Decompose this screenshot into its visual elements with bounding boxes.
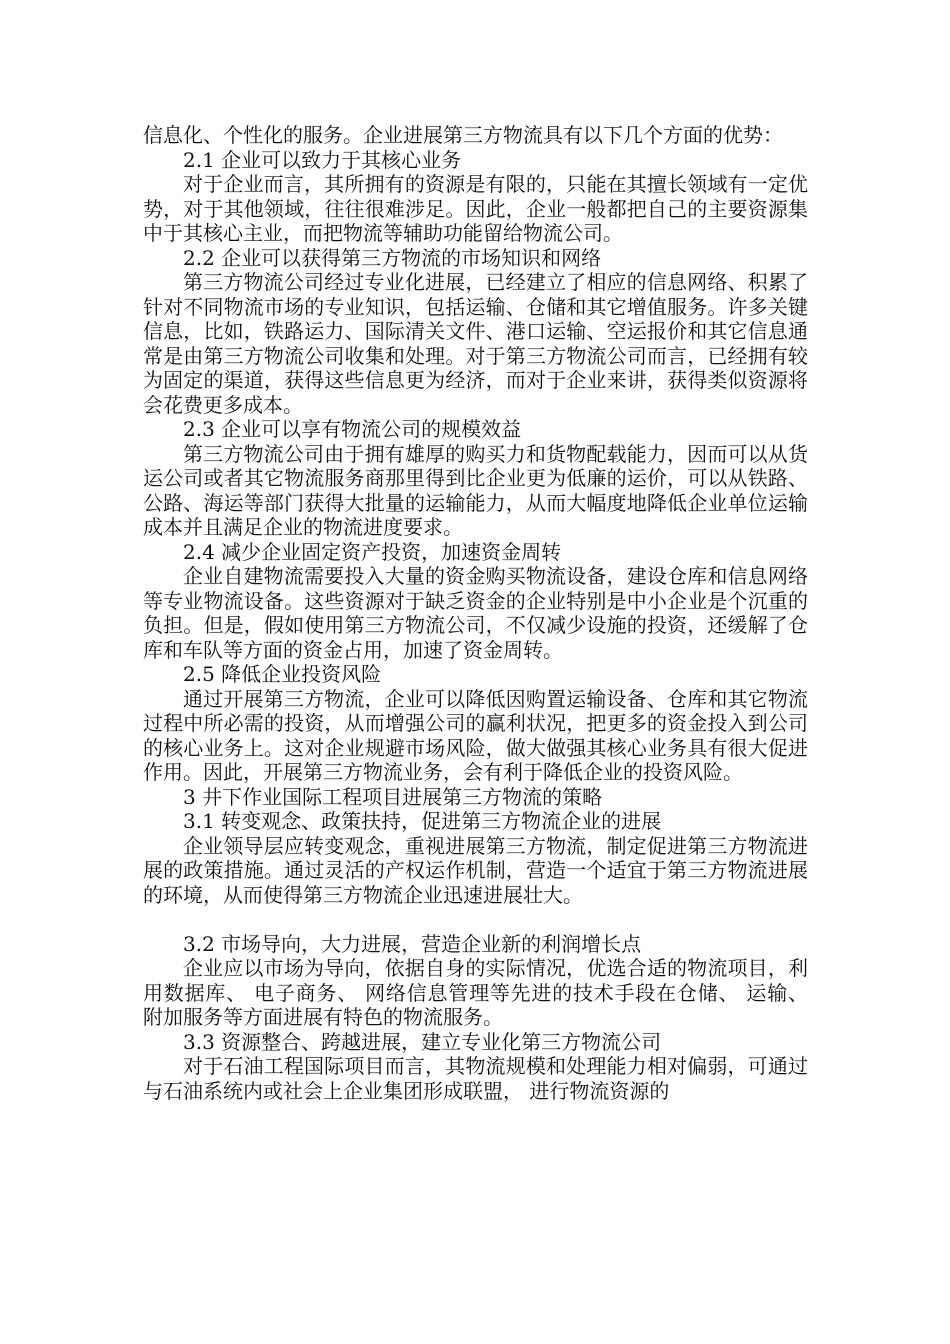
- section-heading-2-5: 2.5 降低企业投资风险: [183, 662, 382, 686]
- section-heading-2-2: 2.2 企业可以获得第三方物流的市场知识和网络: [183, 245, 602, 270]
- paragraph-intro: 信息化、个性化的服务。企业进展第三方物流具有以下几个方面的优势：: [143, 123, 783, 147]
- section-heading-3: 3 井下作业国际工程项目进展第三方物流的策略: [183, 784, 603, 809]
- section-heading-3-1: 3.1 转变观念、政策扶持，促进第三方物流企业的进展: [183, 809, 662, 833]
- section-heading-2-1: 2.1 企业可以致力于其核心业务: [183, 147, 462, 172]
- paragraph-2-1: 对于企业而言，其所拥有的资源是有限的，只能在其擅长领域有一定优势，对于其他领域，往往很难涉足。因此，企业一般都把自己的主要资源集中于其核心主业，而把物流等辅助功能留给物流公司。: [143, 172, 808, 245]
- paragraph-2-5: 通过开展第三方物流，企业可以降低因购置运输设备、仓库和其它物流过程中所必需的投资，从而增强公司的赢利状况，把更多的资金投入到公司的核心业务上。这对企业规避市场风险，做大做强其核心业务具有很大促进作用。因此，开展第三方物流业务，会有利于降低企业的投资风险。: [143, 686, 808, 784]
- paragraph-3-2: 企业应以市场为导向，依据自身的实际情况，优选合适的物流项目，利用数据库、 电子商务、 网络信息管理等先进的技术手段在仓储、 运输、 附加服务等方面进展有特色的物流服务。: [143, 956, 808, 1029]
- paragraph-2-3: 第三方物流公司由于拥有雄厚的购买力和货物配载能力，因而可以从货运公司或者其它物流服务商那里得到比企业更为低廉的运价，可以从铁路、公路、海运等部门获得大批量的运输能力，从而大幅度地降低企业单位运输成本并且满足企业的物流进度要求。: [143, 441, 808, 539]
- section-heading-3-3: 3.3 资源整合、跨越进展，建立专业化第三方物流公司: [183, 1029, 662, 1054]
- paragraph-2-4: 企业自建物流需要投入大量的资金购买物流设备，建设仓库和信息网络等专业物流设备。这些资源对于缺乏资金的企业特别是中小企业是个沉重的负担。但是，假如使用第三方物流公司，不仅减少设施的投资，还缓解了仓库和车队等方面的资金占用，加速了资金周转。: [143, 564, 808, 662]
- paragraph-2-2: 第三方物流公司经过专业化进展，已经建立了相应的信息网络、积累了针对不同物流市场的专业知识，包括运输、仓储和其它增值服务。许多关键信息，比如，铁路运力、国际清关文件、港口运输、空运报价和其它信息通常是由第三方物流公司收集和处理。对于第三方物流公司而言，已经拥有较为固定的渠道，获得这些信息更为经济，而对于企业来讲，获得类似资源将会花费更多成本。: [143, 270, 808, 417]
- paragraph-3-1: 企业领导层应转变观念，重视进展第三方物流，制定促进第三方物流进展的政策措施。通过灵活的产权运作机制，营造一个适宜于第三方物流进展的环境，从而使得第三方物流企业迅速进展壮大。: [143, 833, 808, 907]
- paragraph-3-3: 对于石油工程国际项目而言，其物流规模和处理能力相对偏弱，可通过与石油系统内或社会上企业集团形成联盟， 进行物流资源的: [143, 1054, 808, 1103]
- section-heading-2-4: 2.4 减少企业固定资产投资，加速资金周转: [183, 539, 562, 564]
- section-heading-3-2: 3.2 市场导向，大力进展，营造企业新的利润增长点: [183, 931, 642, 956]
- document-body: [143, 123, 808, 1103]
- section-heading-2-3: 2.3 企业可以享有物流公司的规模效益: [183, 417, 522, 441]
